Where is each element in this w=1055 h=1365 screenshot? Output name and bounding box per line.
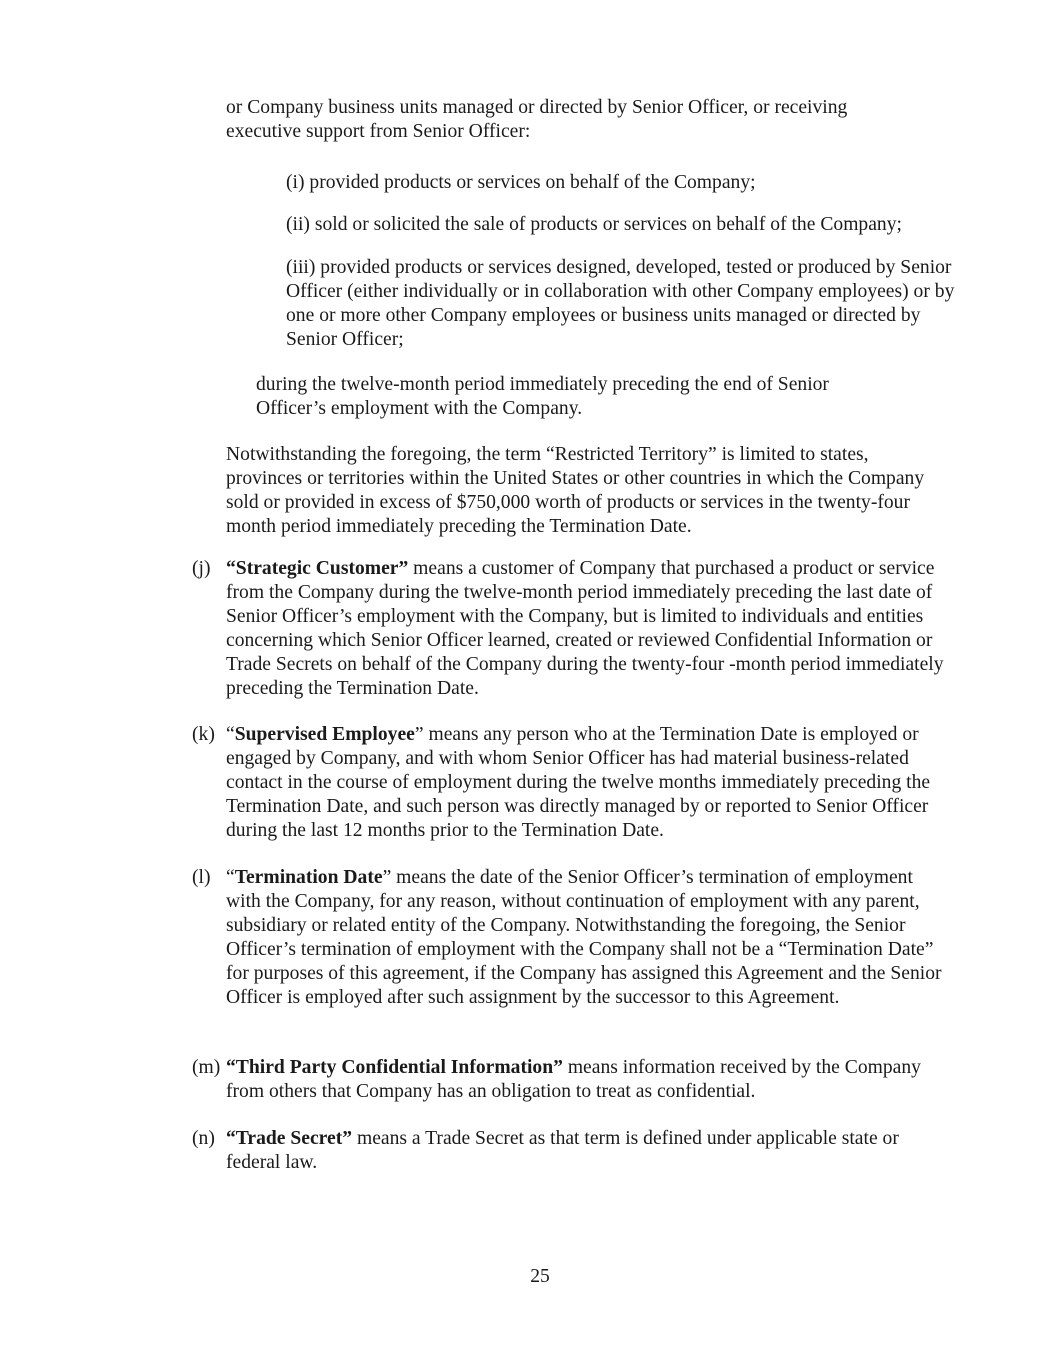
definition-text: means a customer of Company that purchased a product or service from the Company during the twelve-month period immediately preceding the last date of Senior Officer’s employment with the Company, but is limited to individuals and entities concerning which Senior Officer learned, created or reviewed Confidential Information or Trade Secrets on behalf of the Company during the twenty-four -month period immediately preceding the Termination Date. bbox=[226, 558, 944, 699]
definition-open-quote: “ bbox=[226, 724, 235, 745]
notwithstanding-paragraph: Notwithstanding the foregoing, the term “Restricted Territory” is limited to states, provinces or territories within the United States or other countries in which the Company sold or provided in excess of $750,000 worth of products or services in the twenty-four month period immediately preceding the Termination Date. bbox=[226, 444, 925, 537]
definition-body bbox=[226, 723, 952, 843]
definition-k bbox=[192, 723, 952, 843]
definition-close-quote: ” bbox=[414, 724, 424, 745]
definition-term: “Strategic Customer” bbox=[226, 558, 409, 579]
definition-text: means any person who at the Termination Date is employed or engaged by Company, and with whom Senior Officer has had material business-related contact in the course of employment during the twelve months immediately preceding the Termination Date, and such person was directly managed by or reported to Senior Officer during the last 12 months prior to the Termination Date. bbox=[226, 724, 931, 841]
definition-body bbox=[226, 866, 952, 1010]
definition-marker: (m) bbox=[192, 1057, 221, 1078]
intro-paragraph: or Company business units managed or directed by Senior Officer, or receiving executive support from Senior Officer: bbox=[226, 97, 848, 142]
sub-item-i: (i) provided products or services on behalf of the Company; bbox=[286, 172, 756, 193]
definition-close-quote: ” bbox=[382, 867, 392, 888]
definition-term: “Third Party Confidential Information” bbox=[226, 1057, 563, 1078]
definition-marker: (l) bbox=[192, 867, 211, 888]
during-paragraph: during the twelve-month period immediately preceding the end of Senior Officer’s employment with the Company. bbox=[256, 374, 829, 419]
definition-marker: (n) bbox=[192, 1128, 215, 1149]
definition-marker: (k) bbox=[192, 724, 215, 745]
definition-n bbox=[192, 1127, 952, 1175]
definition-m bbox=[192, 1056, 952, 1104]
definition-marker: (j) bbox=[192, 558, 211, 579]
definition-body bbox=[226, 1127, 952, 1175]
definition-text: means the date of the Senior Officer’s termination of employment with the Company, for any reason, without continuation of employment with any parent, subsidiary or related entity of the Company. Notwithstanding the foregoing, the Senior Officer’s termination of employment with the Company shall not be a “Termination Date” for purposes of this agreement, if the Company has assigned this Agreement and the Senior Officer is employed after such assignment by the successor to this Agreement. bbox=[226, 867, 942, 1008]
page-number: 25 bbox=[530, 1266, 550, 1287]
definition-body bbox=[226, 557, 952, 701]
sub-item-ii: (ii) sold or solicited the sale of products or services on behalf of the Company; bbox=[286, 214, 902, 235]
definition-term: Supervised Employee bbox=[234, 724, 415, 745]
definition-term: Termination Date bbox=[234, 867, 383, 888]
definition-open-quote: “ bbox=[226, 867, 235, 888]
definition-j bbox=[192, 557, 952, 701]
definition-text: means information received by the Company from others that Company has an obligation to treat as confidential. bbox=[226, 1057, 921, 1102]
definition-body bbox=[226, 1056, 952, 1104]
definition-text: means a Trade Secret as that term is defined under applicable state or federal law. bbox=[226, 1128, 899, 1173]
definition-l bbox=[192, 866, 952, 1010]
definition-term: “Trade Secret” bbox=[226, 1128, 353, 1149]
sub-item-iii: (iii) provided products or services designed, developed, tested or produced by Senior Officer (either individually or in collaboration with other Company employees) or by one or more other Company employees or business units managed or directed by Senior Officer; bbox=[286, 257, 955, 350]
